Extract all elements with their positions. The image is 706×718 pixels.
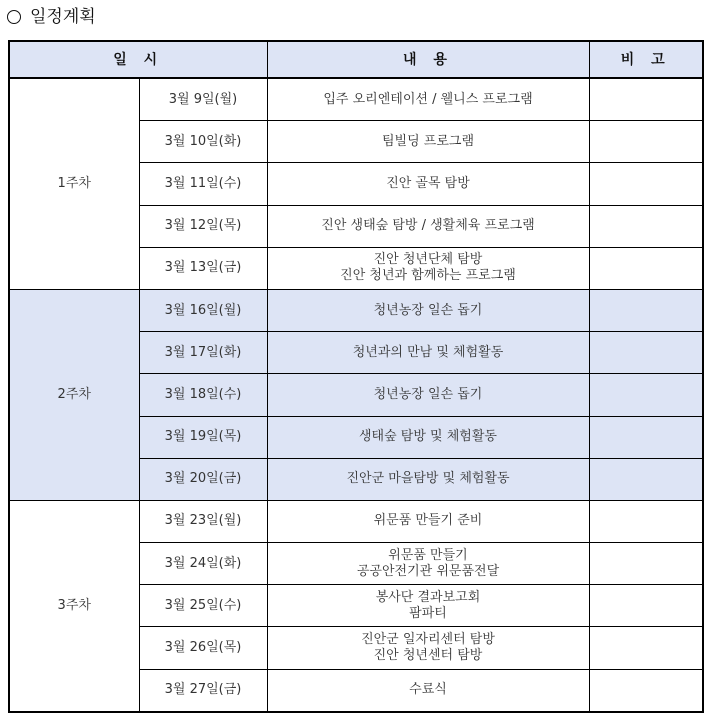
date-cell: 3월 25일(수): [139, 585, 267, 627]
content-cell: [267, 121, 589, 163]
content-line: 봉사단 결과보고회: [375, 589, 481, 605]
content-line: 청년과의 만남 및 체험활동: [352, 344, 504, 360]
remarks-cell: [589, 458, 703, 500]
date-cell: 3월 18일(수): [139, 374, 267, 416]
schedule-table: [8, 40, 704, 713]
content-cell: [267, 78, 589, 121]
remarks-cell: [589, 289, 703, 331]
remarks-cell: [589, 543, 703, 585]
date-cell: 3월 9일(월): [139, 78, 267, 121]
table-row: [9, 289, 703, 331]
content-cell: [267, 627, 589, 669]
schedule-body: [9, 78, 703, 712]
content-line: 진안 골목 탐방: [386, 175, 470, 191]
content-line: 팜파티: [409, 605, 447, 621]
content-line: 진안 생태숲 탐방 / 생활체육 프로그램: [321, 218, 535, 234]
date-cell: 3월 19일(목): [139, 416, 267, 458]
content-line: 생태숲 탐방 및 체험활동: [359, 429, 497, 445]
remarks-cell: [589, 78, 703, 121]
content-line: 진안 청년센터 탐방: [373, 648, 483, 664]
remarks-cell: [589, 121, 703, 163]
content-line: 팀빌딩 프로그램: [381, 133, 475, 149]
date-cell: 3월 27일(금): [139, 669, 267, 712]
header-content: 내 용: [267, 41, 589, 78]
remarks-cell: [589, 205, 703, 247]
remarks-cell: [589, 247, 703, 289]
content-line: 위문품 만들기 준비: [373, 513, 483, 529]
content-cell: [267, 163, 589, 205]
content-cell: [267, 543, 589, 585]
date-cell: 3월 26일(목): [139, 627, 267, 669]
date-cell: 3월 12일(목): [139, 205, 267, 247]
header-row: [9, 41, 703, 78]
week-label: 1주차: [9, 78, 139, 289]
header-datetime: 일 시: [9, 41, 267, 78]
date-cell: 3월 16일(월): [139, 289, 267, 331]
remarks-cell: [589, 416, 703, 458]
content-line: 진안 청년과 함께하는 프로그램: [340, 268, 516, 284]
week-label: 2주차: [9, 289, 139, 500]
content-line: 위문품 만들기: [388, 547, 468, 563]
content-line: 진안군 일자리센터 탐방: [361, 632, 495, 648]
table-row: [9, 500, 703, 542]
remarks-cell: [589, 332, 703, 374]
remarks-cell: [589, 627, 703, 669]
content-cell: [267, 205, 589, 247]
content-cell: [267, 332, 589, 374]
content-line: 공공안전기관 위문품전달: [356, 563, 500, 579]
date-cell: 3월 11일(수): [139, 163, 267, 205]
content-cell: [267, 289, 589, 331]
date-cell: 3월 13일(금): [139, 247, 267, 289]
week-label: 3주차: [9, 500, 139, 712]
remarks-cell: [589, 585, 703, 627]
content-cell: [267, 669, 589, 712]
section-title: [6, 5, 96, 29]
date-cell: 3월 17일(화): [139, 332, 267, 374]
date-cell: 3월 23일(월): [139, 500, 267, 542]
content-cell: [267, 247, 589, 289]
circle-bullet-icon: [7, 10, 21, 24]
remarks-cell: [589, 500, 703, 542]
content-cell: [267, 374, 589, 416]
remarks-cell: [589, 669, 703, 712]
content-line: 청년농장 일손 돕기: [373, 302, 483, 318]
content-cell: [267, 458, 589, 500]
content-cell: [267, 585, 589, 627]
table-row: [9, 78, 703, 121]
content-cell: [267, 416, 589, 458]
content-cell: [267, 500, 589, 542]
header-remarks: 비 고: [589, 41, 703, 78]
date-cell: 3월 24일(화): [139, 543, 267, 585]
content-line: 진안군 마을탐방 및 체험활동: [346, 471, 510, 487]
content-line: 수료식: [409, 682, 447, 698]
content-line: 진안 청년단체 탐방: [373, 252, 483, 268]
remarks-cell: [589, 163, 703, 205]
content-line: 입주 오리엔테이션 / 웰니스 프로그램: [323, 91, 533, 107]
content-line: 청년농장 일손 돕기: [373, 386, 483, 402]
date-cell: 3월 20일(금): [139, 458, 267, 500]
remarks-cell: [589, 374, 703, 416]
date-cell: 3월 10일(화): [139, 121, 267, 163]
section-title-text: 일정계획: [30, 7, 96, 27]
